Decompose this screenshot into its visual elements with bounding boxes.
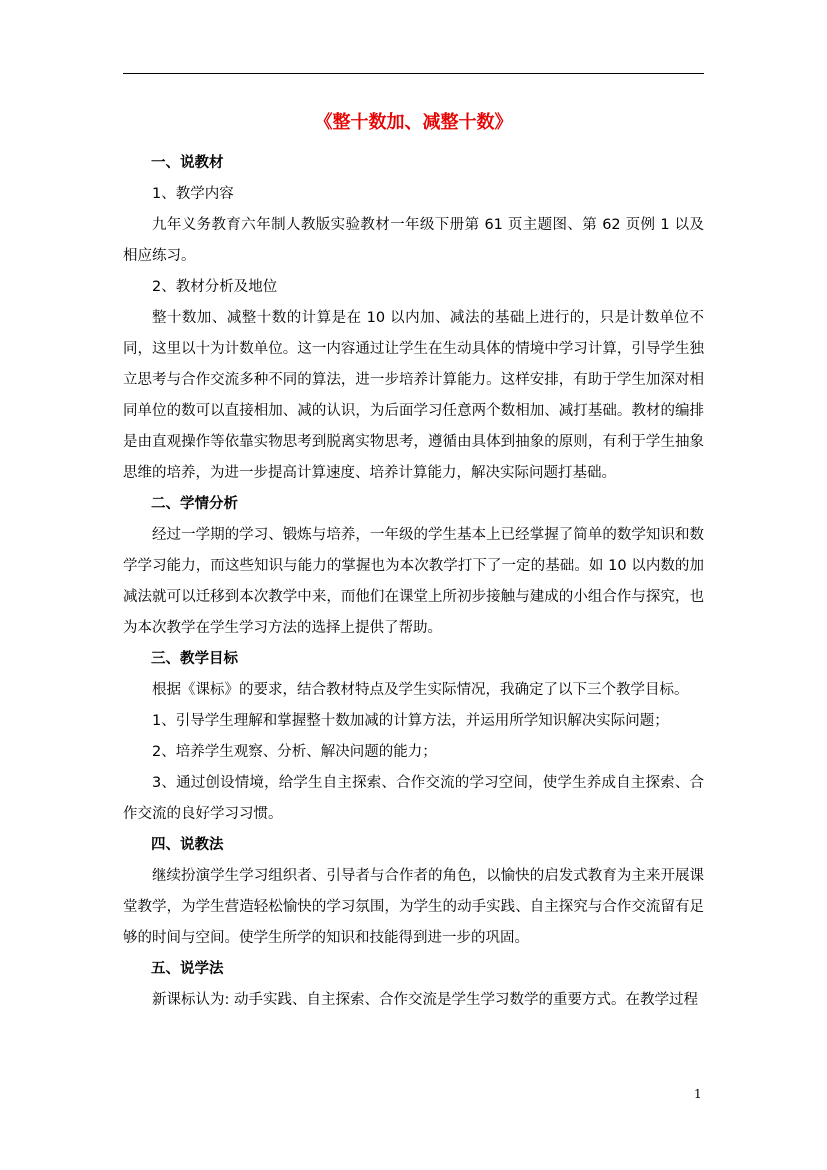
- paragraph: 经过一学期的学习、锻炼与培养，一年级的学生基本上已经掌握了简单的数学知识和数学学习能力，而这些知识与能力的掌握也为本次教学打下了一定的基础。如 10 以内数的加减法就可以迁移到本次教学中来，而他们在课堂上所初步接触与建成的小组合作与探究，也为本次教学在学生学习方法的选择上提供了帮助。: [123, 527, 704, 636]
- paragraph: 整十数加、减整十数的计算是在 10 以内加、减法的基础上进行的，只是计数单位不同，这里以十为计数单位。这一内容通过让学生在生动具体的情境中学习计算，引导学生独立思考与合作交流多种不同的算法，进一步培养计算能力。这样安排，有助于学生加深对相同单位的数可以直接相加、减的认识，为后面学习任意两个数相加、减打基础。教材的编排是由直观操作等依靠实物思考到脱离实物思考，遵循由具体到抽象的原则，有利于学生抽象思维的培养，为进一步提高计算速度、培养计算能力，解决实际问题打基础。: [123, 310, 704, 481]
- subheading-material-analysis: 2、教材分析及地位: [152, 279, 278, 295]
- section-heading-3: 三、教学目标: [151, 651, 238, 667]
- section-heading-5: 五、说学法: [151, 961, 224, 977]
- document-body: [123, 106, 704, 1016]
- header-rule: [123, 73, 704, 74]
- document-title: 《整十数加、减整十数》: [314, 112, 513, 133]
- paragraph: 根据《课标》的要求，结合教材特点及学生实际情况，我确定了以下三个教学目标。: [152, 682, 689, 698]
- section-heading-1: 一、说教材: [151, 155, 224, 171]
- list-item: 3、通过创设情境，给学生自主探索、合作交流的学习空间，使学生养成自主探索、合作交流的良好学习习惯。: [123, 775, 704, 822]
- section-heading-4: 四、说教法: [151, 837, 224, 853]
- section-heading-2: 二、学情分析: [151, 496, 238, 512]
- page-number: 1: [694, 1087, 702, 1101]
- paragraph: 九年义务教育六年制人教版实验教材一年级下册第 61 页主题图、第 62 页例 1 以及相应练习。: [123, 217, 704, 264]
- subheading-teaching-content: 1、教学内容: [152, 186, 234, 202]
- paragraph: 继续扮演学生学习组织者、引导者与合作者的角色，以愉快的启发式教育为主来开展课堂教学，为学生营造轻松愉快的学习氛围，为学生的动手实践、自主探究与合作交流留有足够的时间与空间。使学生所学的知识和技能得到进一步的巩固。: [123, 868, 704, 946]
- list-item: 1、引导学生理解和掌握整十数加减的计算方法，并运用所学知识解决实际问题；: [152, 713, 669, 729]
- paragraph: 新课标认为: 动手实践、自主探索、合作交流是学生学习数学的重要方式。在教学过程: [152, 992, 698, 1008]
- list-item: 2、培养学生观察、分析、解决问题的能力；: [152, 744, 437, 760]
